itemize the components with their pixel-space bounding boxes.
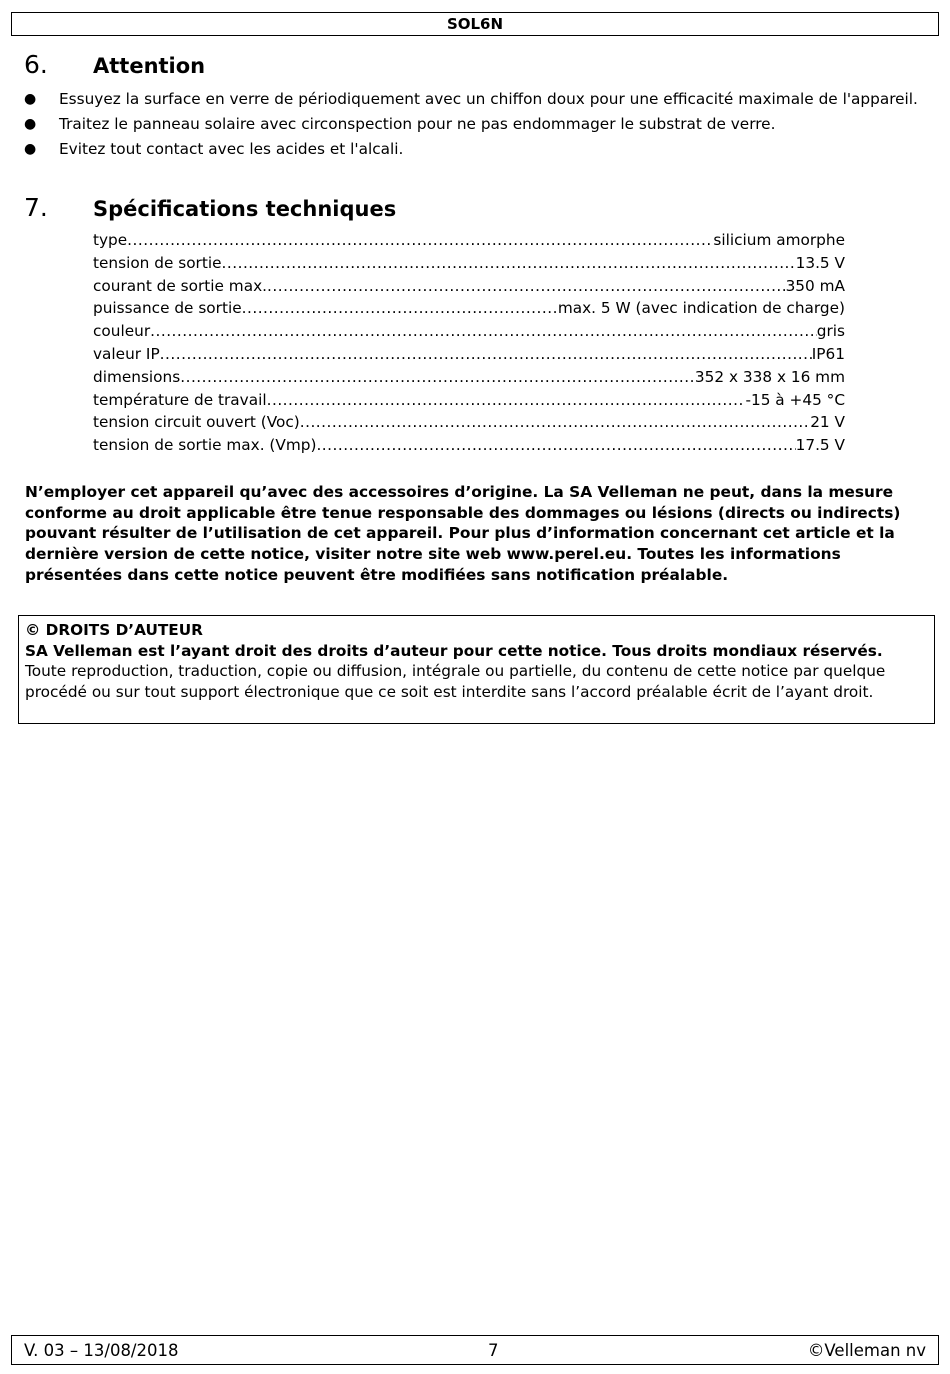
section-number: 6. (24, 50, 48, 79)
attention-list (24, 89, 924, 164)
version-date: V. 03 – 13/08/2018 (24, 1340, 179, 1360)
dot-leader (222, 252, 796, 275)
bullet-icon: ● (24, 116, 37, 132)
spec-row: couleur ..... gris (93, 320, 845, 343)
specifications-table (93, 229, 845, 457)
section-title: Attention (93, 54, 206, 78)
page-number: 7 (487, 1340, 499, 1360)
spec-row: température de travail ..... -15 à +45 °C (93, 389, 845, 412)
dot-leader (242, 297, 558, 320)
spec-row: puissance de sortie ..... max. 5 W (avec indication de charge) (93, 297, 845, 320)
bullet-icon: ● (24, 91, 37, 107)
disclaimer-text: N’employer cet appareil qu’avec des accessoires d’origine. La SA Velleman ne peut, dans la mesure conforme au droit applicable être tenue responsable des dommages ou lésions (directs ou indirects) pouvant résulter de l’utilisation de cet appareil. Pour plus d’information concernant cet article et la dernière version de cette notice, visiter notre site web www.perel.eu. Toutes les informations présentées dans cette notice peuvent être modifiées sans notification préalable. (25, 483, 901, 584)
list-item: ● Evitez tout contact avec les acides et l'alcali. (24, 140, 404, 158)
section-heading-attention (24, 50, 205, 79)
spec-row: type ..... silicium amorphe (93, 229, 845, 252)
section-heading-specifications (24, 193, 396, 222)
section-title: Spécifications techniques (93, 197, 397, 221)
copyright-text: Toute reproduction, traduction, copie ou diffusion, intégrale ou partielle, du contenu de cette notice par quelque procédé ou sur tout support électronique que ce soit est interdite sans l’accord préalable écrit de l’ayant droit. (25, 662, 886, 701)
page-header (11, 12, 939, 36)
document-title: SOL6N (446, 15, 504, 33)
spec-row: tension circuit ouvert (Voc) ..... 21 V (93, 411, 845, 434)
spec-row: courant de sortie max. ..... 350 mA (93, 275, 845, 298)
spec-row: valeur IP ..... IP61 (93, 343, 845, 366)
dot-leader (267, 275, 786, 298)
spec-row: tension de sortie ..... 13.5 V (93, 252, 845, 275)
dot-leader (267, 389, 746, 412)
spec-row: dimensions ..... 352 x 338 x 16 mm (93, 366, 845, 389)
company-name: ©Velleman nv (807, 1340, 926, 1360)
spec-row: tension de sortie max. (Vmp) ..... 17.5 V (93, 434, 845, 457)
list-item: ● Traitez le panneau solaire avec circonspection pour ne pas endommager le substrat de verre. (24, 115, 776, 133)
list-item: ● Essuyez la surface en verre de périodiquement avec un chiffon doux pour une efficacité maximale de l'appareil. (24, 90, 918, 108)
dot-leader (300, 411, 810, 434)
copyright-heading: © DROITS D’AUTEUR (25, 621, 203, 639)
bullet-icon: ● (24, 141, 37, 157)
copyright-body (25, 641, 928, 703)
section-number: 7. (24, 193, 48, 222)
dot-leader (150, 320, 817, 343)
copyright-bold-text: SA Velleman est l’ayant droit des droits d’auteur pour cette notice. Tous droits mondiaux réservés. (25, 641, 883, 660)
copyright-box (18, 615, 935, 724)
dot-leader (127, 229, 713, 252)
dot-leader (316, 434, 795, 457)
dot-leader (180, 366, 695, 389)
dot-leader (160, 343, 812, 366)
page-footer (11, 1335, 939, 1365)
